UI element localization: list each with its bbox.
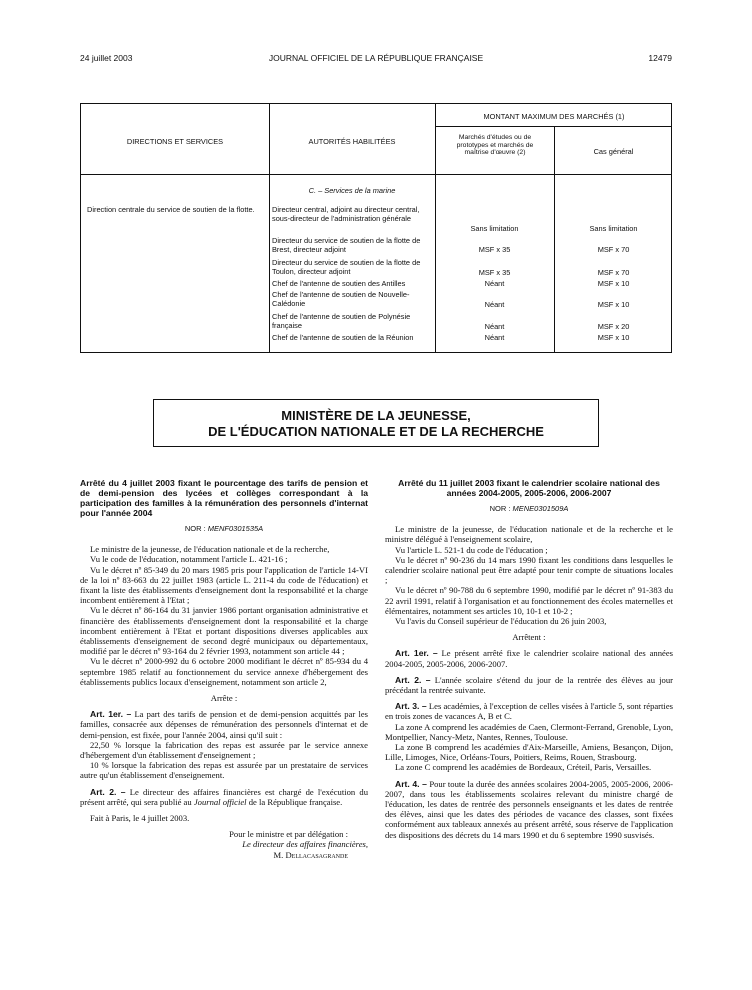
left-column xyxy=(80,478,368,860)
article-text: de la République française. xyxy=(246,796,343,807)
article-text: La part des tarifs de pension et de demi-pension acquittés par les familles, consacrée aux dépenses de rémunération des personnels d'internat et de demi-pension, est fixée, pour l'année 2004, ainsi qu'il suit : xyxy=(80,709,369,740)
section-label: C. – Services de la marine xyxy=(308,186,396,195)
article-2 xyxy=(385,675,673,695)
arretent-heading: Arrêtent : xyxy=(512,632,546,643)
nor-code: MENF0301535A xyxy=(207,524,264,533)
column-header-general: Cas général xyxy=(593,147,634,156)
signature-line: Pour le ministre et par délégation : xyxy=(229,829,348,840)
table-row-etudes: Néant xyxy=(484,300,505,309)
table-row-general: MSF x 70 xyxy=(597,268,630,277)
left-nor xyxy=(80,524,368,534)
article-label: Art. 1er. – xyxy=(395,648,438,659)
paragraph: Le ministre de la jeunesse, de l'éducation nationale et de la recherche et le ministre délégué à l'enseignement scolaire, xyxy=(385,524,673,545)
table-divider xyxy=(435,126,671,127)
ministry-line-2: DE L'ÉDUCATION NATIONALE ET DE LA RECHERCHE xyxy=(208,424,544,439)
signature-name: M. Dellacasagrande xyxy=(273,849,348,860)
table-row-etudes: Néant xyxy=(484,333,505,342)
table-row-general: Sans limitation xyxy=(589,224,638,233)
article-2 xyxy=(80,787,368,807)
paragraph: Le ministre de la jeunesse, de l'éducation nationale et de la recherche, xyxy=(90,544,330,555)
page-header xyxy=(80,53,672,67)
header-page-number: 12479 xyxy=(648,53,672,63)
paragraph: Vu le décret nº 86-164 du 31 janvier 1986 portant organisation administrative et financière des établissements d'enseignement dont la responsabilité et la charge incombent entièrement à l'Etat et portant dispositions diverses applicables aux établissements d'enseignement de second degré municipaux ou départementaux, modifié par le décret nº 93-164 du 2 février 1993, notamment son article 44 ; xyxy=(80,605,368,657)
right-arrete-title: Arrêté du 11 juillet 2003 fixant le calendrier scolaire national des années 2004-2005, 2005-2006, 2006-2007 xyxy=(398,478,660,498)
ministry-banner xyxy=(153,399,599,447)
column-header-etudes: Marchés d'études ou de prototypes et marchés de maîtrise d'œuvre (2) xyxy=(456,134,534,157)
article-text: Le directeur des affaires financières est chargé de l'exécution du présent arrêté, qui sera publié au xyxy=(80,786,368,807)
table-row-autorite: Directeur du service de soutien de la flotte de Brest, directeur adjoint xyxy=(272,236,421,254)
article-label: Art. 2. – xyxy=(395,674,431,685)
article-label: Art. 3. – xyxy=(395,701,427,712)
right-nor xyxy=(385,504,673,514)
table-row-etudes: Sans limitation xyxy=(470,224,519,233)
table-row-autorite: Chef de l'antenne de soutien des Antilles xyxy=(272,279,406,288)
paragraph: Vu le décret nº 90-788 du 6 septembre 1990, modifié par le décret nº 91-383 du 22 avril 1991, relatif à l'organisation et au fonctionnement des écoles maternelles et élémentaires, notamment ses articles 10, 10-1 et 10-2 ; xyxy=(385,585,673,616)
table-row-etudes: MSF x 35 xyxy=(478,268,511,277)
fait-a-paris: Fait à Paris, le 4 juillet 2003. xyxy=(90,813,190,824)
zone-c: La zone C comprend les académies de Bordeaux, Créteil, Paris, Versailles. xyxy=(395,762,652,773)
table-row-autorite: Chef de l'antenne de soutien de la Réunion xyxy=(272,333,414,342)
paragraph: 22,50 % lorsque la fabrication des repas est assurée par le service annexe d'hébergement d'un établissement d'enseignement ; xyxy=(80,739,368,761)
nor-code: MENE0301509A xyxy=(512,504,569,513)
article-label: Art. 2. – xyxy=(90,786,126,797)
table-row-general: MSF x 10 xyxy=(597,279,630,288)
paragraph: Vu le décret nº 90-236 du 14 mars 1990 fixant les conditions dans lesquelles le calendrier scolaire national peut être adapté pour tenir compte de situations locales ; xyxy=(385,554,673,586)
article-1 xyxy=(385,648,673,668)
table-row-autorite: Chef de l'antenne de soutien de Nouvelle-Calédonie xyxy=(272,290,410,308)
article-text: Pour toute la durée des années scolaires 2004-2005, 2005-2006, 2006-2007, dans tous les établissements scolaires relevant du ministre chargé de l'éducation, les dates de rentrée des personnels enseignants et les dates de rentrée des élèves, ainsi que les dates des périodes de vacance des classes, sont fixées conformément aux tableaux annexés au présent arrêté, sous réserve de l'application des dispositions des décrets du 14 mars 1990 et du 6 septembre 1990 susvisés. xyxy=(385,778,674,840)
column-header-montant: MONTANT MAXIMUM DES MARCHÉS (1) xyxy=(483,112,625,121)
article-label: Art. 4. – xyxy=(395,778,427,789)
arrete-heading: Arrête : xyxy=(210,693,238,704)
paragraph: Vu le décret nº 85-349 du 20 mars 1985 pris pour l'application de l'article 14-VI de la loi nº 83-663 du 22 juillet 1983 (article L. 211-4 du code de l'éducation) et fixant la liste des établissements d'enseignement dont la responsabilité et la charge incombent entièrement à l'Etat ; xyxy=(80,564,368,606)
table-divider xyxy=(554,126,555,352)
table-row-general: MSF x 10 xyxy=(597,333,630,342)
direction-cell: Direction centrale du service de soutien de la flotte. xyxy=(87,205,255,214)
left-arrete-title: Arrêté du 4 juillet 2003 fixant le pourcentage des tarifs de pension et de demi-pension des lycées et collèges correspondant à la participation des familles à la rémunération des personnels d'internat pour l'année 2004 xyxy=(80,478,368,518)
marches-table xyxy=(80,103,672,353)
zone-a: La zone A comprend les académies de Caen, Clermont-Ferrand, Grenoble, Lyon, Montpellier, Nancy-Metz, Nantes, Rennes, Toulouse. xyxy=(385,721,673,742)
paragraph: Vu le code de l'éducation, notamment l'article L. 421-16 ; xyxy=(90,554,288,565)
table-row-etudes: MSF x 35 xyxy=(478,245,511,254)
table-row-autorite: Chef de l'antenne de soutien de Polynésie française xyxy=(272,312,411,330)
table-divider xyxy=(81,174,671,175)
article-label: Art. 1er. – xyxy=(90,709,132,720)
header-date: 24 juillet 2003 xyxy=(80,53,133,63)
zone-b: La zone B comprend les académies d'Aix-Marseille, Amiens, Besançon, Dijon, Lille, Limoges, Nice, Orléans-Tours, Poitiers, Reims, Rouen, Strasbourg. xyxy=(385,742,673,763)
ministry-line-1: MINISTÈRE DE LA JEUNESSE, xyxy=(281,408,471,423)
table-row-general: MSF x 20 xyxy=(597,322,630,331)
table-row-etudes: Néant xyxy=(484,322,505,331)
table-row-autorite: Directeur du service de soutien de la flotte de Toulon, directeur adjoint xyxy=(272,258,421,276)
signature-title: Le directeur des affaires financières, xyxy=(242,839,368,850)
table-row-autorite: Directeur central, adjoint au directeur central, sous-directeur de l'administration générale xyxy=(272,205,420,223)
article-text: L'année scolaire s'étend du jour de la rentrée des élèves au jour précédant la rentrée suivante. xyxy=(385,674,673,696)
table-row-general: MSF x 10 xyxy=(597,300,630,309)
article-text: Le présent arrêté fixe le calendrier scolaire national des années 2004-2005, 2005-2006, 2006-2007. xyxy=(385,648,674,669)
column-header-autorites: AUTORITÉS HABILITÉES xyxy=(308,137,396,146)
paragraph: Vu le décret nº 2000-992 du 6 octobre 2000 modifiant le décret nº 85-934 du 4 septembre 1985 relatif au fonctionnement du service annexe d'hébergement des établissements publics locaux d'enseignement, notamment son article 2, xyxy=(80,656,368,687)
right-column xyxy=(385,478,673,840)
nor-label: NOR : xyxy=(184,524,208,533)
paragraph: 10 % lorsque la fabrication des repas est assurée par un prestataire de services autre qu'un établissement d'enseignement. xyxy=(80,760,368,781)
table-row-general: MSF x 70 xyxy=(597,245,630,254)
article-3 xyxy=(385,701,673,721)
journal-officiel-text: Journal officiel xyxy=(193,796,247,807)
article-text: Les académies, à l'exception de celles visées à l'article 5, sont réparties en trois zones de vacances A, B et C. xyxy=(385,701,673,722)
paragraph: Vu l'article L. 521-1 du code de l'éducation ; xyxy=(395,544,548,555)
article-1 xyxy=(80,709,368,740)
paragraph: Vu l'avis du Conseil supérieur de l'éducation du 26 juin 2003, xyxy=(395,616,607,627)
article-4 xyxy=(385,779,673,840)
column-header-directions: DIRECTIONS ET SERVICES xyxy=(126,137,224,146)
nor-label: NOR : xyxy=(489,504,513,513)
header-journal-title: JOURNAL OFFICIEL DE LA RÉPUBLIQUE FRANÇAISE xyxy=(268,53,484,63)
table-row-etudes: Néant xyxy=(484,279,505,288)
